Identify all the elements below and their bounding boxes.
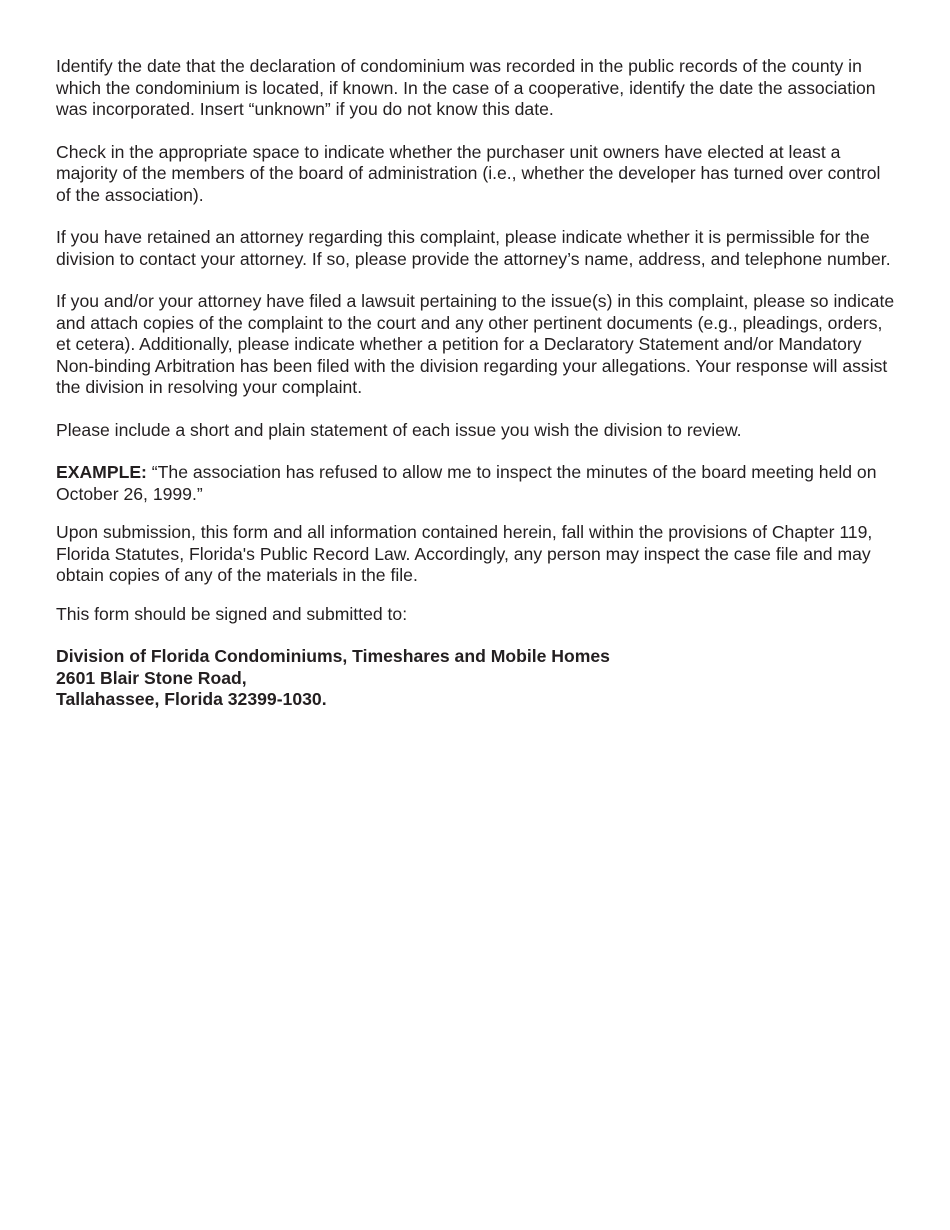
declaration-date-paragraph: Identify the date that the declaration of condominium was recorded in the public records of the county in which the condominium is located, if known. In the case of a cooperative, identify the date the association was incorporated. Insert “unknown” if you do not know this date. (56, 56, 876, 119)
address-line-division: Division of Florida Condominiums, Timeshares and Mobile Homes (56, 646, 610, 666)
lawsuit-paragraph: If you and/or your attorney have filed a lawsuit pertaining to the issue(s) in this complaint, please so indicate and attach copies of the complaint to the court and any other pertinent documents (e.g., pleadings, orders, et cetera). Additionally, please indicate whether a petition for a Declaratory Statement and/or Mandatory Non-binding Arbitration has been filed with the division regarding your allegations. Your response will assist the division in resolving your complaint. (56, 291, 895, 397)
document-page (56, 56, 896, 711)
attorney-paragraph: If you have retained an attorney regarding this complaint, please indicate whether it is permissible for the division to contact your attorney. If so, please provide the attorney’s name, address, and telephone number. (56, 227, 891, 269)
submit-to-paragraph: This form should be signed and submitted to: (56, 603, 408, 624)
example-label: EXAMPLE: (56, 462, 147, 482)
statement-paragraph: Please include a short and plain statement of each issue you wish the division to review. (56, 419, 742, 440)
address-line-city: Tallahassee, Florida 32399-1030. (56, 689, 327, 709)
mailing-address (56, 646, 896, 711)
board-control-paragraph: Check in the appropriate space to indicate whether the purchaser unit owners have elected at least a majority of the members of the board of administration (i.e., whether the developer has turned over control of the association). (56, 141, 881, 205)
example-text: “The association has refused to allow me to inspect the minutes of the board meeting held on October 26, 1999.” (56, 462, 877, 504)
public-record-paragraph: Upon submission, this form and all information contained herein, fall within the provisions of Chapter 119, Florida Statutes, Florida's Public Record Law. Accordingly, any person may inspect the case file and may obtain copies of any of the materials in the file. (56, 522, 873, 585)
example-paragraph (56, 462, 896, 505)
address-line-street: 2601 Blair Stone Road, (56, 667, 247, 688)
